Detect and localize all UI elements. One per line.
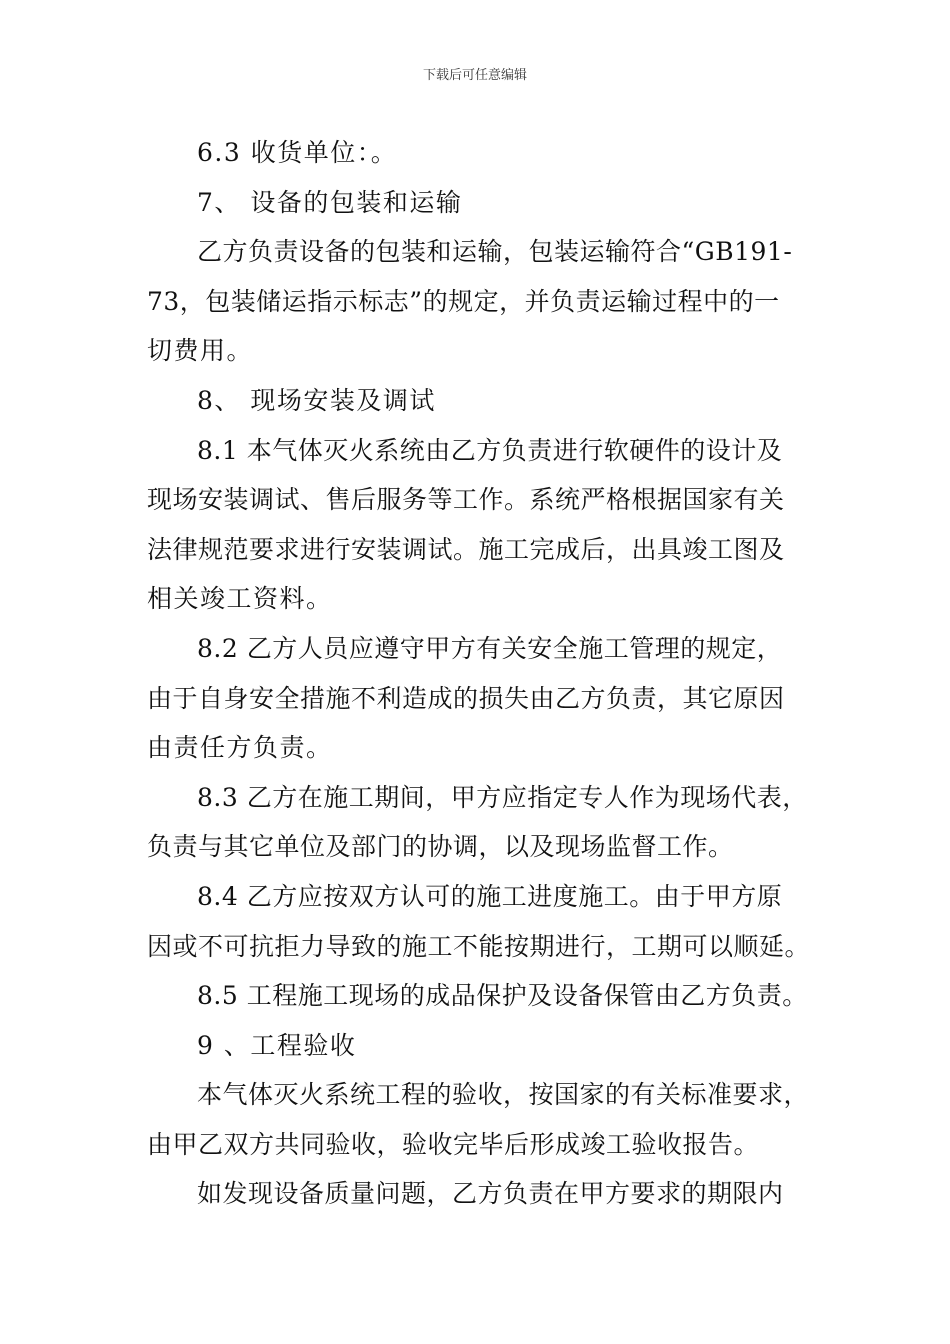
text-line: 8.3 乙方在施工期间，甲方应指定专人作为现场代表， [197, 782, 808, 812]
text-line: 相关竣工资料。 [147, 584, 333, 614]
text-line: 由责任方负责。 [147, 733, 333, 763]
body-text [147, 128, 817, 1219]
text-line: 负责与其它单位及部门的协调，以及现场监督工作。 [147, 832, 734, 862]
text-line: 8.4 乙方应按双方认可的施工进度施工。由于甲方原 [197, 881, 783, 911]
section-heading: 9 、工程验收 [197, 1030, 357, 1060]
text-line: 如发现设备质量问题，乙方负责在甲方要求的期限内 [197, 1179, 784, 1209]
text-line: 8.2 乙方人员应遵守甲方有关安全施工管理的规定， [197, 633, 783, 663]
text-line: 73，包装储运指示标志”的规定，并负责运输过程中的一 [147, 286, 780, 316]
text-line: 本气体灭火系统工程的验收，按国家的有关标准要求， [197, 1080, 810, 1110]
text-line: 乙方负责设备的包装和运输，包装运输符合“GB191- [197, 237, 793, 267]
text-line: 8.5 工程施工现场的成品保护及设备保管由乙方负责。 [197, 981, 808, 1011]
text-line: 切费用。 [147, 336, 254, 366]
text-line: 法律规范要求进行安装调试。施工完成后，出具竣工图及 [147, 534, 785, 564]
text-line: 8.1 本气体灭火系统由乙方负责进行软硬件的设计及 [197, 435, 783, 465]
text-line: 因或不可抗拒力导致的施工不能按期进行，工期可以顺延。 [147, 931, 811, 961]
text-line: 由于自身安全措施不利造成的损失由乙方负责，其它原因 [147, 683, 785, 713]
section-heading: 7、 设备的包装和运输 [197, 187, 463, 217]
header-note: 下载后可任意编辑 [422, 68, 527, 83]
text-line: 由甲乙双方共同验收，验收完毕后形成竣工验收报告。 [147, 1129, 760, 1159]
section-heading: 8、 现场安装及调试 [197, 385, 436, 415]
text-line: 现场安装调试、售后服务等工作。系统严格根据国家有关 [147, 485, 785, 515]
text-line: 6.3 收货单位：。 [197, 138, 398, 167]
